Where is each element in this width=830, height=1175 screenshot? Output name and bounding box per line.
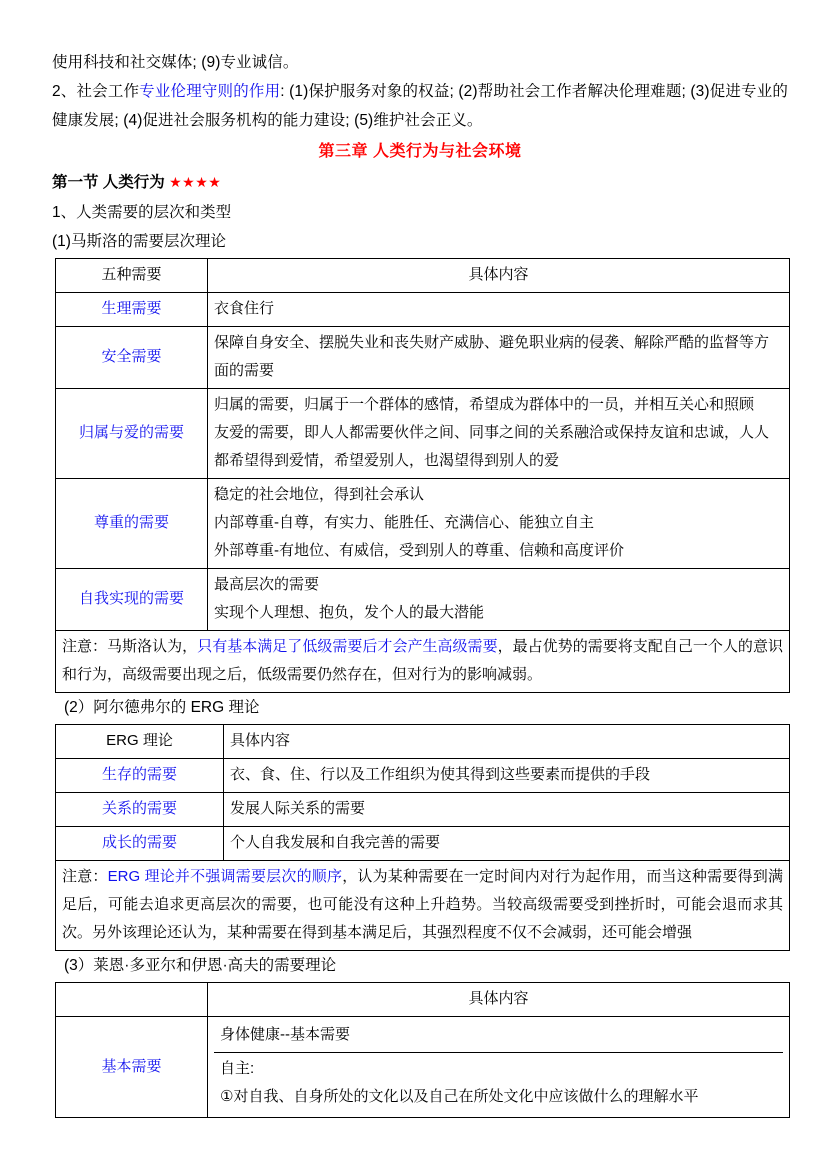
maslow-label-physiological: 生理需要 bbox=[56, 293, 208, 327]
section-title: 第一节 人类行为 bbox=[52, 174, 165, 191]
erg-content-existence: 衣、食、住、行以及工作组织为使其得到这些要素而提供的手段 bbox=[224, 759, 790, 793]
text-line: 实现个人理想、抱负，发个人的最大潜能 bbox=[214, 604, 485, 621]
table-row bbox=[56, 327, 790, 389]
note-part-3: ，最占优势的需要将支配自己一个人的意识和行为，高级需要出现之后，低级需要仍然存在，但对行为的影响减弱。 bbox=[62, 638, 783, 683]
heading-maslow: (1)马斯洛的需要层次理论 bbox=[52, 233, 226, 250]
table-row bbox=[56, 631, 790, 693]
intro-line-1 bbox=[52, 48, 788, 77]
text-line: 归属的需要，归属于一个群体的感情，希望成为群体中的一员，并相互关心和照顾 bbox=[214, 396, 755, 413]
intro-line-2-highlight: 专业伦理守则的作用 bbox=[139, 83, 281, 100]
doyal-label-basic-needs: 基本需要 bbox=[56, 1017, 208, 1118]
note-part-3: ，认为某种需要在一定时间内对行为起作用，而当这种需要得到满足后，可能去追求更高层次的需要，也可能没有这种上升趋势。当较高级需要受到挫折时，可能会退而求其次。另外该理论还认为，某种需要在得到基本满足后，其强烈程度不仅不会减弱，还可能会增强 bbox=[62, 868, 783, 941]
text-line: 稳定的社会地位，得到社会承认 bbox=[214, 486, 425, 503]
table-row bbox=[56, 827, 790, 861]
erg-content-relatedness: 发展人际关系的需要 bbox=[224, 793, 790, 827]
note-highlight: 只有基本满足了低级需要后才会产生高级需要 bbox=[197, 638, 498, 655]
text-line: 保障自身安全、摆脱失业和丧失财产威胁、避免职业病的侵袭、解除严酷的监督等方面的需要 bbox=[214, 334, 770, 379]
doyal-header-col1 bbox=[56, 983, 208, 1017]
table-row bbox=[56, 793, 790, 827]
erg-label-existence: 生存的需要 bbox=[56, 759, 224, 793]
table-row bbox=[56, 389, 790, 479]
intro-line-2-part-3: : (1)保护服务对象的权益; (2)帮助社会工作者解决伦理难题; (3)促进专业的健康发展; (4)促进社会服务机构的能力建设; (5)维护社会正义。 bbox=[52, 83, 788, 129]
note-highlight: ERG 理论并不强调需要层次的顺序 bbox=[107, 868, 343, 885]
maslow-content-safety bbox=[208, 327, 790, 389]
table-row bbox=[56, 759, 790, 793]
table-row bbox=[56, 983, 790, 1017]
maslow-content-selfactualization bbox=[208, 569, 790, 631]
maslow-note bbox=[56, 631, 790, 693]
maslow-label-belonging: 归属与爱的需要 bbox=[56, 389, 208, 479]
doyal-subline-autonomy bbox=[214, 1053, 783, 1115]
table-erg bbox=[55, 724, 790, 951]
maslow-label-esteem: 尊重的需要 bbox=[56, 479, 208, 569]
table-row bbox=[56, 293, 790, 327]
heading-needs-levels: 1、人类需要的层次和类型 bbox=[52, 204, 232, 221]
heading-doyal-gough: (3）莱恩·多亚尔和伊恩·高夫的需要理论 bbox=[64, 957, 337, 974]
intro-line-2 bbox=[52, 77, 788, 135]
text-line: 自主: bbox=[220, 1060, 255, 1077]
text-line: 友爱的需要，即人人都需要伙伴之间、同事之间的关系融洽或保持友谊和忠诚，人人都希望得到爱情，希望爱别人，也渴望得到别人的爱 bbox=[214, 424, 770, 469]
erg-content-growth: 个人自我发展和自我完善的需要 bbox=[224, 827, 790, 861]
inner-table bbox=[214, 1019, 783, 1114]
text-line: ①对自我、自身所处的文化以及自己在所处文化中应该做什么的理解水平 bbox=[220, 1088, 699, 1105]
inner-row bbox=[214, 1053, 783, 1115]
table-row bbox=[56, 259, 790, 293]
table-row bbox=[56, 1017, 790, 1118]
erg-note bbox=[56, 861, 790, 951]
doyal-content-basic-needs bbox=[208, 1017, 790, 1118]
maslow-content-esteem bbox=[208, 479, 790, 569]
maslow-header-col1: 五种需要 bbox=[56, 259, 208, 293]
doyal-subline-health: 身体健康--基本需要 bbox=[214, 1019, 783, 1053]
maslow-label-safety: 安全需要 bbox=[56, 327, 208, 389]
intro-line-1-text: 使用科技和社交媒体; (9)专业诚信。 bbox=[52, 54, 299, 71]
note-part-1: 注意：马斯洛认为， bbox=[62, 638, 198, 655]
text-line: 内部尊重-自尊，有实力、能胜任、充满信心、能独立自主 bbox=[214, 514, 594, 531]
table-row bbox=[56, 479, 790, 569]
doyal-header-col2: 具体内容 bbox=[208, 983, 790, 1017]
maslow-content-physiological bbox=[208, 293, 790, 327]
inner-row bbox=[214, 1019, 783, 1053]
erg-header-col2: 具体内容 bbox=[224, 725, 790, 759]
section-title-row bbox=[52, 167, 788, 198]
note-part-1: 注意： bbox=[62, 868, 108, 885]
erg-label-relatedness: 关系的需要 bbox=[56, 793, 224, 827]
doyal-autonomy-text bbox=[220, 1055, 777, 1111]
text-line: 最高层次的需要 bbox=[214, 576, 320, 593]
table-row bbox=[56, 861, 790, 951]
chapter-title: 第三章 人类行为与社会环境 bbox=[318, 143, 522, 160]
maslow-content-belonging bbox=[208, 389, 790, 479]
table-row bbox=[56, 569, 790, 631]
maslow-header-col2: 具体内容 bbox=[208, 259, 790, 293]
heading-erg: (2）阿尔德弗尔的 ERG 理论 bbox=[64, 699, 260, 716]
intro-line-2-part-1: 2、社会工作 bbox=[52, 83, 140, 100]
table-maslow bbox=[55, 258, 790, 693]
erg-header-col1: ERG 理论 bbox=[56, 725, 224, 759]
text-line: 外部尊重-有地位、有威信，受到别人的尊重、信赖和高度评价 bbox=[214, 542, 624, 559]
erg-label-growth: 成长的需要 bbox=[56, 827, 224, 861]
table-doyal-gough bbox=[55, 982, 790, 1118]
table-row bbox=[56, 725, 790, 759]
rating-stars: ★★★★ bbox=[169, 174, 222, 190]
maslow-label-selfactualization: 自我实现的需要 bbox=[56, 569, 208, 631]
text-line: 衣食住行 bbox=[214, 300, 275, 317]
